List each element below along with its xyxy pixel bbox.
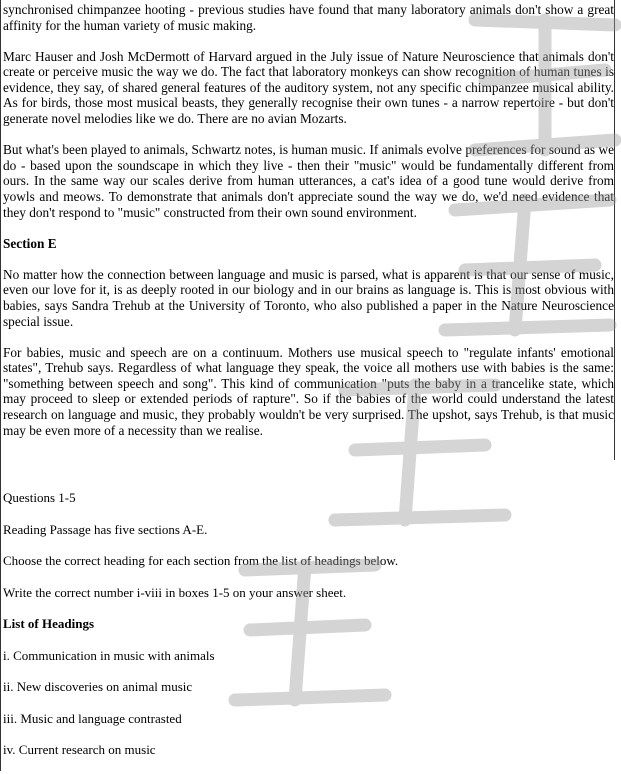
passage-paragraph: But what's been played to animals, Schwartz notes, is human music. If animals evolve preferences for sound as we do - based upon the soundscape in which they live - then their "music" would be fundamentally different from ours. In the same way our scales derive from human utterances, a cat's idea of a good tune would derive from yowls and meows. To demonstrate that animals don't appreciate sound the way we do, we'd need evidence that they don't respond to "music" constructed from their own sound environment. [3, 142, 614, 220]
passage-body [3, 2, 614, 454]
questions-instruction: Reading Passage has five sections A-E. [3, 521, 208, 537]
heading-option: iii. Music and language contrasted [3, 710, 182, 726]
heading-option: iv. Current research on music [3, 742, 156, 757]
passage-paragraph: For babies, music and speech are on a continuum. Mothers use musical speech to "regulate infants' emotional states", Trehub says. Regardless of what language they speak, the voice all mothers use with babies is the same: "something between speech and song". This kind of communication "puts the baby in a trancelike state, which may proceed to sleep or extended periods of rapture". So if the babies of the world could understand the latest research on language and music, they probably wouldn't be very surprised. The upshot, says Trehub, is that music may be even more of a necessity than we realise. [3, 344, 614, 438]
list-of-headings-title: List of Headings [3, 616, 95, 631]
passage-paragraph: synchronised chimpanzee hooting - previous studies have found that many laboratory animals don't show a great affinity for the human variety of music making. [3, 2, 614, 33]
heading-option: i. Communication in music with animals [3, 647, 215, 663]
passage-paragraph: No matter how the connection between language and music is parsed, what is apparent is that our sense of music, even our love for it, is as deeply rooted in our biology and in our brains as language is. This is most obvious with babies, says Sandra Trehub at the University of Toronto, who also published a paper in the Nature Neuroscience special issue. [3, 266, 614, 329]
questions-instruction: Choose the correct heading for each section from the list of headings below. [3, 553, 399, 568]
heading-option: ii. New discoveries on animal music [3, 679, 193, 694]
questions-section [3, 490, 603, 774]
passage-paragraph: Marc Hauser and Josh McDermott of Harvard argued in the July issue of Nature Neuroscience that animals don't create or perceive music the way we do. The fact that laboratory monkeys can show recognition of human tunes is evidence, they say, of shared general features of the auditory system, not any specific chimpanzee musical ability. As for birds, those most musical beasts, they generally recognise their own tunes - a narrow repertoire - but don't generate novel melodies like we do. There are no avian Mozarts. [3, 48, 614, 127]
questions-title: Questions 1-5 [3, 490, 76, 505]
questions-instruction: Write the correct number i-viii in boxes 1-5 on your answer sheet. [3, 584, 347, 600]
section-heading: Section E [3, 235, 57, 251]
